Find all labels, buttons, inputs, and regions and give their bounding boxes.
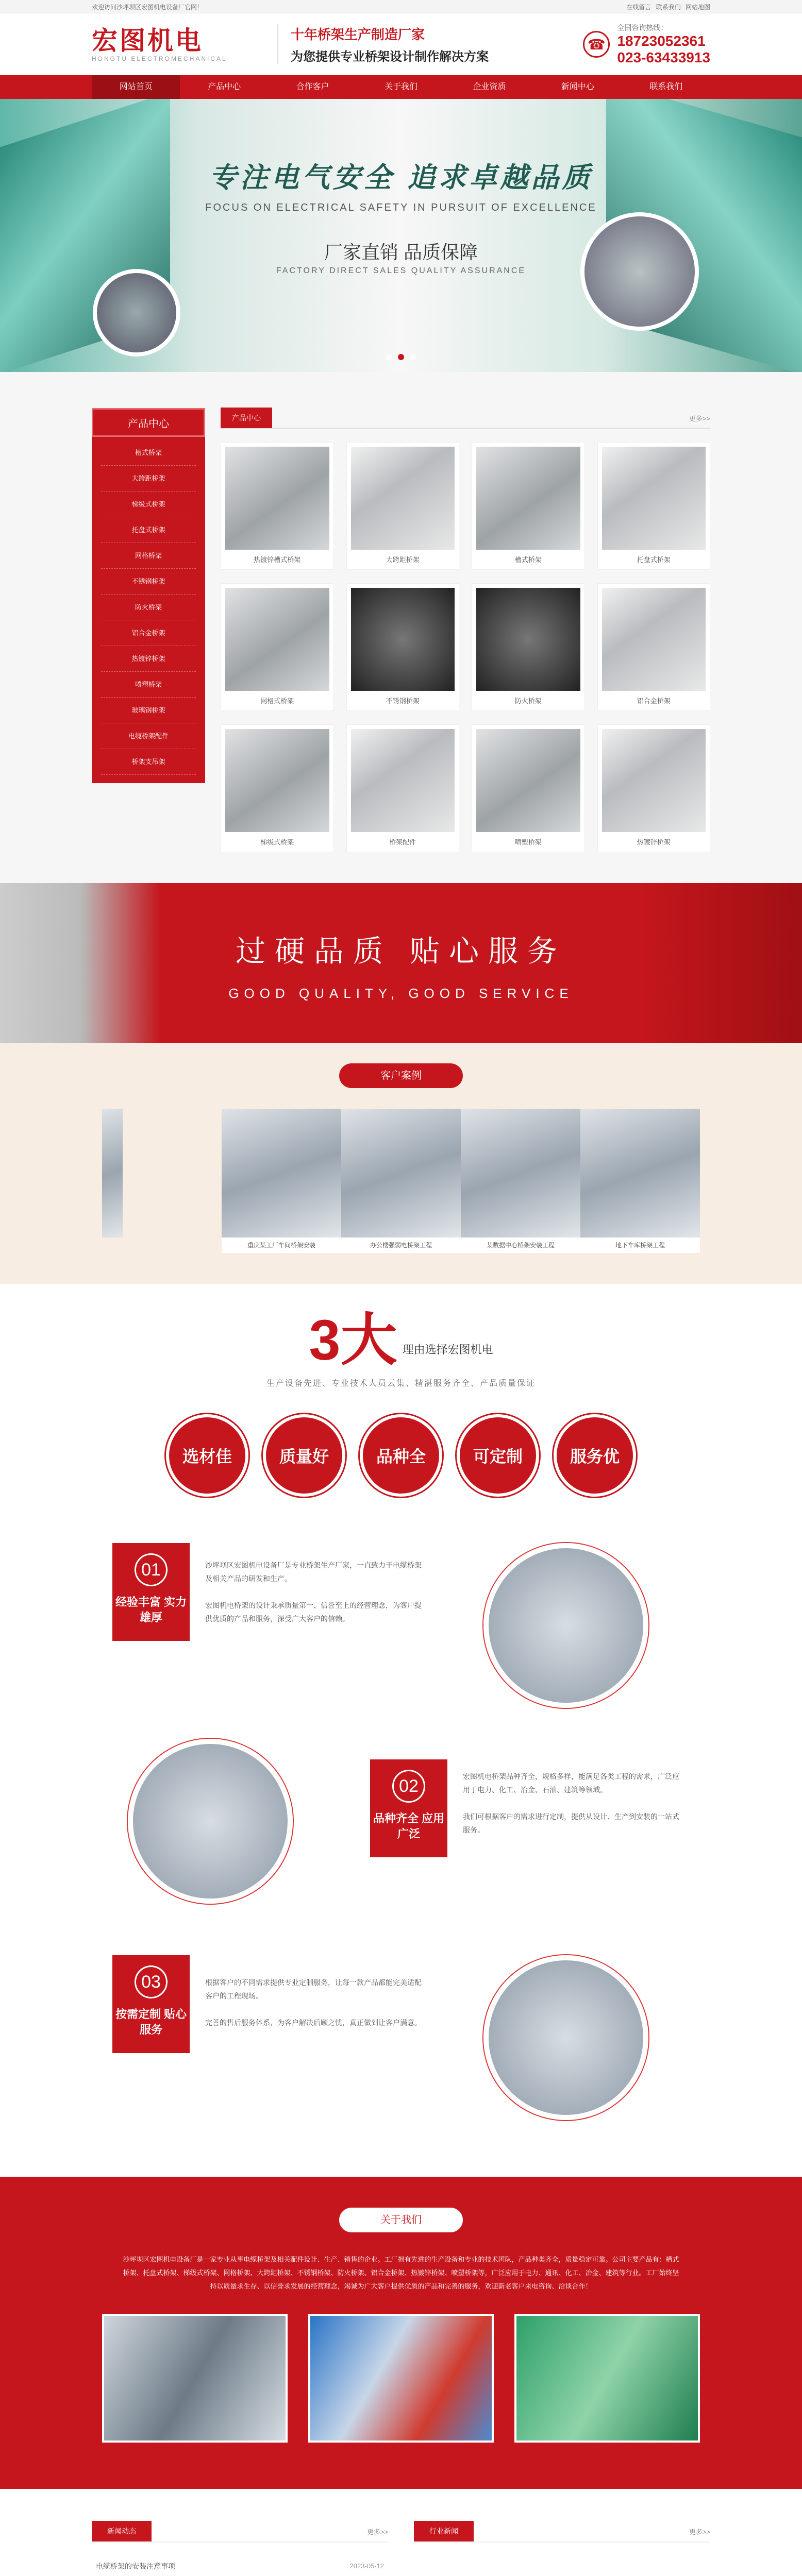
banner-circle-image-left	[93, 269, 180, 357]
advantage-text: 沙坪坝区宏图机电设备厂是专业桥架生产厂家，一直致力于电缆桥架及相关产品的研发和生产。 宏图机电桥架的设计秉承质量第一、信誉至上的经营理念，为客户提供优质的产品和服务，深受广大客户的信赖。	[205, 1561, 422, 1623]
reasons-unit: 大	[340, 1309, 397, 1372]
case-card[interactable]	[461, 1109, 580, 1253]
news-column-industry	[414, 2520, 710, 2576]
case-card[interactable]	[580, 1109, 700, 1253]
product-card[interactable]	[472, 442, 585, 570]
banner-dot[interactable]	[386, 354, 392, 360]
product-name: 槽式桥架	[514, 556, 542, 564]
product-card[interactable]	[346, 442, 460, 570]
reason-badge: 可定制	[457, 1414, 539, 1497]
case-image	[461, 1109, 580, 1238]
reasons-heading	[309, 1309, 493, 1372]
news-item[interactable]	[92, 2551, 388, 2576]
hotline-number-2: 023-63433913	[617, 49, 710, 65]
nav-news[interactable]: 新闻中心	[561, 82, 594, 91]
logo-en: HONGTU ELECTROMECHANICAL	[92, 55, 227, 62]
product-image	[225, 588, 329, 691]
product-card[interactable]	[221, 724, 334, 852]
product-image	[476, 729, 580, 832]
reasons-number: 3	[309, 1309, 341, 1372]
product-image	[602, 588, 706, 691]
news-title-company: 新闻动态	[92, 2521, 152, 2541]
product-image	[351, 588, 455, 691]
product-sidebar	[92, 408, 205, 852]
service-banner	[0, 883, 802, 1043]
advantage-badge	[112, 1543, 190, 1641]
reasons-suffix: 理由选择宏图机电	[402, 1343, 493, 1356]
product-card[interactable]	[597, 724, 711, 852]
product-image	[602, 729, 706, 832]
top-bar	[0, 0, 802, 13]
hotline-number-1: 18723052361	[617, 33, 706, 49]
banner-title-en: FOCUS ON ELECTRICAL SAFETY IN PURSUIT OF EXCELLENCE	[205, 202, 597, 213]
banner-title: 专注电气安全 追求卓越品质	[209, 161, 593, 194]
product-image	[351, 729, 455, 832]
case-card[interactable]	[222, 1109, 341, 1253]
product-image	[225, 447, 329, 550]
logo-cn: 宏图机电	[92, 25, 203, 56]
product-name: 托盘式桥架	[637, 556, 671, 564]
advantage-number: 01	[135, 1553, 168, 1586]
news-item-date: 2023-05-12	[349, 2562, 384, 2570]
nav-clients[interactable]: 合作客户	[296, 82, 329, 91]
case-image	[580, 1109, 700, 1238]
reasons-desc: 生产设备先进、专业技术人员云集、精湛服务齐全、产品质量保证	[266, 1379, 536, 1388]
advantage-title: 经验丰富 实力雄厚	[115, 1596, 187, 1624]
product-card[interactable]	[221, 442, 334, 570]
header-slogan	[277, 24, 489, 64]
sidebar-category-item[interactable]: 大跨距桥架	[101, 466, 196, 492]
advantage-title: 按需定制 贴心服务	[115, 2008, 187, 2036]
case-name: 某数据中心桥架安装工程	[461, 1238, 580, 1253]
advantage-text: 宏图机电桥架品种齐全，规格多样，能满足各类工程的需求，广泛应用于电力、化工、冶金、石油、建筑等领域。 我们可根据客户的需求进行定制，提供从设计、生产到安装的一站式服务。	[463, 1772, 679, 1834]
product-list-header	[221, 408, 710, 429]
banner-subtitle: 厂家直销 品质保障	[324, 242, 478, 263]
banner-dot-active[interactable]	[398, 354, 404, 360]
case-name: 重庆某工厂车间桥架安装	[222, 1238, 341, 1253]
reason-badge: 选材佳	[166, 1414, 248, 1497]
news-more-link[interactable]: 更多>>	[689, 2528, 710, 2536]
reason-badge: 质量好	[263, 1414, 345, 1497]
sidebar-category-item[interactable]: 梯级式桥架	[101, 492, 196, 517]
sidebar-category-list	[92, 437, 205, 783]
advantage-item-2	[92, 1739, 710, 1945]
top-link-contact[interactable]: 联系我们	[656, 3, 681, 11]
product-image	[476, 447, 580, 550]
sidebar-category-item[interactable]: 电缆桥架配件	[101, 723, 196, 749]
product-name: 梯级式桥架	[260, 838, 294, 846]
news-list	[92, 2551, 388, 2576]
sidebar-category-item[interactable]: 桥架支吊架	[101, 749, 196, 775]
about-section	[0, 2177, 802, 2489]
banner-dots	[0, 353, 802, 362]
cases-title: 客户案例	[339, 1063, 463, 1088]
hero-banner[interactable]	[0, 99, 802, 372]
about-intro: 沙坪坝区宏图机电设备厂是一家专业从事电缆桥架及相关配件设计、生产、销售的企业。工厂拥有先进的生产设备和专业的技术团队，产品种类齐全，质量稳定可靠。公司主要产品有：槽式桥架、托盘式桥架、梯级式桥架、网格桥架、大跨距桥架、不锈钢桥架、防火桥架、铝合金桥架、热镀锌桥架、喷塑桥架等，广泛应用于电力、通讯、化工、冶金、建筑等行业。工厂始终坚持以质量求生存、以信誉求发展的经营理念，竭诚为广大客户提供优质的产品和完善的服务，欢迎新老客户来电咨询、洽谈合作！	[123, 2256, 679, 2290]
advantage-image	[128, 1739, 293, 1904]
cases-section	[0, 1043, 802, 1284]
reason-badge: 服务优	[554, 1414, 636, 1497]
product-name: 防火桥架	[514, 697, 542, 705]
about-image	[514, 2314, 700, 2443]
sidebar-category-item[interactable]: 不锈钢桥架	[101, 569, 196, 595]
case-card[interactable]	[341, 1109, 461, 1253]
nav-home[interactable]: 网站首页	[92, 75, 180, 99]
product-card[interactable]	[472, 583, 585, 711]
sidebar-category-item[interactable]: 铝合金桥架	[101, 620, 196, 646]
product-image	[602, 447, 706, 550]
product-name: 喷塑桥架	[514, 838, 542, 846]
sidebar-category-item[interactable]: 玻璃钢桥架	[101, 698, 196, 723]
welcome-text: 欢迎访问沙坪坝区宏图机电设备厂官网！	[92, 3, 204, 11]
product-name: 不锈钢桥架	[386, 697, 420, 705]
product-image	[476, 588, 580, 691]
sidebar-category-item[interactable]: 喷塑桥架	[101, 672, 196, 698]
top-link-message[interactable]: 在线留言	[626, 3, 651, 11]
advantage-text: 根据客户的不同需求提供专业定制服务，让每一款产品都能完美适配客户的工程现场。 完善的售后服务体系，为客户解决后顾之忧，真正做到让客户满意。	[205, 1978, 422, 2027]
product-name: 热镀锌槽式桥架	[254, 556, 301, 564]
sidebar-category-item[interactable]: 槽式桥架	[101, 440, 196, 466]
products-section	[0, 372, 802, 883]
product-card[interactable]	[346, 724, 460, 852]
about-image	[102, 2314, 288, 2443]
hotline-label: 全国咨询热线：	[617, 24, 668, 32]
product-card[interactable]	[597, 583, 711, 711]
sidebar-category-item[interactable]: 防火桥架	[101, 595, 196, 620]
sidebar-category-item[interactable]: 托盘式桥架	[101, 517, 196, 543]
product-name: 热镀锌桥架	[637, 838, 671, 846]
news-section	[0, 2489, 802, 2576]
hotline	[583, 23, 710, 66]
reasons-section	[0, 1284, 802, 1517]
about-image	[308, 2314, 494, 2443]
about-title: 关于我们	[339, 2208, 463, 2232]
product-card[interactable]	[597, 442, 711, 570]
advantage-image	[483, 1955, 648, 2120]
advantage-item-1	[92, 1533, 710, 1739]
product-name: 铝合金桥架	[637, 697, 671, 705]
reason-badges	[0, 1414, 802, 1497]
product-grid	[221, 442, 710, 852]
advantage-badge	[112, 1955, 190, 2053]
sidebar-category-item[interactable]: 热镀锌桥架	[101, 646, 196, 672]
phone-icon: ☎	[583, 31, 610, 58]
product-image	[351, 447, 455, 550]
advantage-number: 02	[392, 1770, 425, 1803]
advantage-image	[483, 1543, 648, 1708]
product-card[interactable]	[346, 583, 460, 711]
nav-products[interactable]: 产品中心	[208, 82, 241, 91]
slogan-line-2: 为您提供专业桥架设计制作解决方案	[291, 50, 489, 64]
news-title-industry: 行业新闻	[414, 2521, 474, 2541]
nav-contact[interactable]: 联系我们	[649, 82, 683, 91]
advantage-item-3	[92, 1945, 710, 2151]
case-image	[222, 1109, 341, 1238]
top-links	[623, 3, 710, 11]
nav-qualification[interactable]: 企业资质	[473, 82, 506, 91]
case-name: 办公楼强弱电桥架工程	[341, 1238, 461, 1253]
product-list-title: 产品中心	[221, 408, 272, 428]
news-column-company	[92, 2520, 388, 2576]
product-card[interactable]	[221, 583, 334, 711]
nav-about[interactable]: 关于我们	[384, 82, 417, 91]
advantage-number: 03	[135, 1965, 168, 1998]
case-name: 地下车库桥架工程	[580, 1238, 700, 1253]
main-nav	[0, 75, 802, 99]
sidebar-category-item[interactable]: 网格桥架	[101, 543, 196, 569]
case-card[interactable]	[102, 1109, 222, 1253]
banner-dot[interactable]	[410, 354, 416, 360]
advantage-title: 品种齐全 应用广泛	[373, 1812, 445, 1840]
case-image	[341, 1109, 461, 1238]
service-title-en: GOOD QUALITY, GOOD SERVICE	[228, 986, 574, 1001]
advantages-section	[0, 1517, 802, 2177]
product-card[interactable]	[472, 724, 585, 852]
about-images	[92, 2314, 710, 2443]
product-name: 网格式桥架	[260, 697, 294, 705]
product-name: 大跨距桥架	[386, 556, 420, 564]
logo[interactable]	[92, 26, 267, 62]
site-header	[0, 13, 802, 75]
advantage-badge	[370, 1759, 447, 1857]
product-list	[221, 408, 710, 852]
banner-subtitle-en: FACTORY DIRECT SALES QUALITY ASSURANCE	[276, 266, 526, 275]
case-image	[102, 1109, 123, 1238]
product-name: 桥架配件	[389, 838, 416, 846]
top-link-sitemap[interactable]: 网站地图	[685, 3, 710, 11]
reason-badge: 品种全	[360, 1414, 442, 1497]
sidebar-title: 产品中心	[92, 408, 205, 437]
case-list	[92, 1109, 710, 1253]
news-more-link[interactable]: 更多>>	[366, 2528, 388, 2536]
service-title: 过硬品质 贴心服务	[235, 935, 567, 968]
news-item-title: 电缆桥架的安装注意事项	[96, 2562, 175, 2570]
slogan-line-1: 十年桥架生产制造厂家	[291, 27, 425, 42]
product-image	[225, 729, 329, 832]
product-more-link[interactable]: 更多>>	[689, 414, 710, 422]
